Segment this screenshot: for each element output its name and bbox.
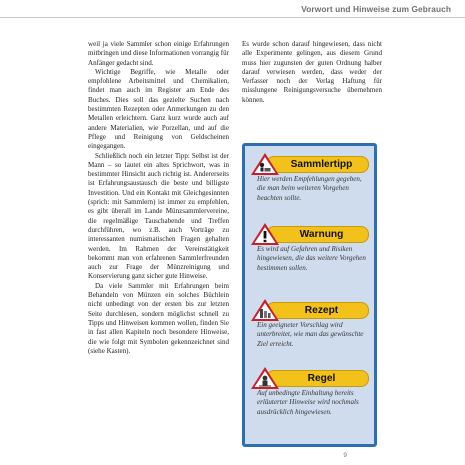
label-banner <box>266 156 369 173</box>
legend-description: Ein geeigneter Vorschlag wird unterbreitet, wie man das gewünschte Ziel erreicht. <box>257 321 364 348</box>
label-banner <box>266 302 369 319</box>
label-banner <box>266 226 369 243</box>
paragraph: Es wurde schon darauf hingewiesen, dass nicht alle Experimente gelingen, aus diesem Grund muss hier zugunsten der guten Ordnung halber darauf verwiesen werden, dass weder der Verfasser noch der Verlag Haftung für misslungene Reinigungsversuche übernehmen können. <box>242 40 382 104</box>
legend-label: Warnung <box>299 229 344 240</box>
legend-item-sammlertipp <box>245 152 374 202</box>
legend-item-regel <box>245 366 374 416</box>
warning-exclamation-icon <box>250 222 280 246</box>
paragraph: weil ja viele Sammler schon einige Erfahrungen mitbringen und diese Informationen vorrangig für Anfänger gedacht sind. <box>88 40 229 67</box>
paragraph: Schließlich noch ein letzter Tipp: Selbst ist der Mann – so lautet ein altes Sprichwort, was in bestimmter Hinsicht auch richtig ist. Andererseits ist Erfahrungsaustausch die beste und billigste Investition. Und ein Kontakt mit Gleichgesinnten (sprich: mit Sammlern) ist immer zu empfehlen, es gibt überall im Lande Münzsammlervereine, die regelmäßige Tauschabende und Treffen durchführen, wo z.B. auch Vorträge zu interessanten numismatischen Fragen gehalten werden. Im Rahmen der Vereinstätigkeit bekommt man von erfahrenen Sammlerfreunden auch zur Frage der Münzreinigung und Konservierung ganz sicher gute Hinweise. <box>88 151 229 281</box>
running-header <box>0 0 465 18</box>
header-title: Vorwort und Hinweise zum Gebrauch <box>301 4 451 14</box>
legend-label: Sammlertipp <box>290 159 353 170</box>
page-number: 9 <box>343 452 347 459</box>
paragraph: Da viele Sammler mit Erfahrungen beim Behandeln von Münzen ein solches Büchlein nicht unbedingt von der ersten bis zur letzten Seite durchlesen, sondern möglichst schnell zu Tipps und Hinweisen kommen wollen, finden Sie in fast allen Kapiteln noch besondere Hinweise, die wie folgt mit Symbolen gekennzeichnet sind (siehe Kasten). <box>88 281 229 355</box>
label-banner <box>266 370 369 387</box>
right-text-column <box>242 40 382 105</box>
legend-label: Rezept <box>304 305 339 316</box>
warning-triangle-collector-icon <box>250 152 280 176</box>
paragraph: Wichtige Begriffe, wie Metalle oder empfohlene Arbeitsmittel und Chemikalien, findet man auch im Register am Ende des Buches. Dies soll das gezielte Suchen nach bestimmten Rezepten oder Anmerkungen zu den Metallen erleichtern. Ganz kurz wurde auch auf andere Materialien, wie Porzellan, und auf die Pflege und Reinigung von Geldscheinen eingegangen. <box>88 67 229 151</box>
legend-description: Es wird auf Gefahren und Risiken hingewiesen, die das weitere Vorgehen bestimmen sollen. <box>257 245 366 272</box>
header-rule <box>0 17 465 18</box>
left-text-column <box>88 40 229 356</box>
legend-description: Hier werden Empfehlungen gegeben, die man beim weiteren Vorgehen beachten sollte. <box>257 175 362 202</box>
legend-item-rezept <box>245 298 374 348</box>
symbol-legend-box <box>242 143 377 447</box>
legend-label: Regel <box>307 373 336 384</box>
legend-item-warnung <box>245 222 374 272</box>
warning-recipe-icon <box>250 298 280 322</box>
warning-rule-icon <box>250 366 280 390</box>
legend-description: Auf unbedingte Einhaltung bereits erläuterter Hinweise wird nochmals ausdrücklich hingewiesen. <box>257 389 359 416</box>
